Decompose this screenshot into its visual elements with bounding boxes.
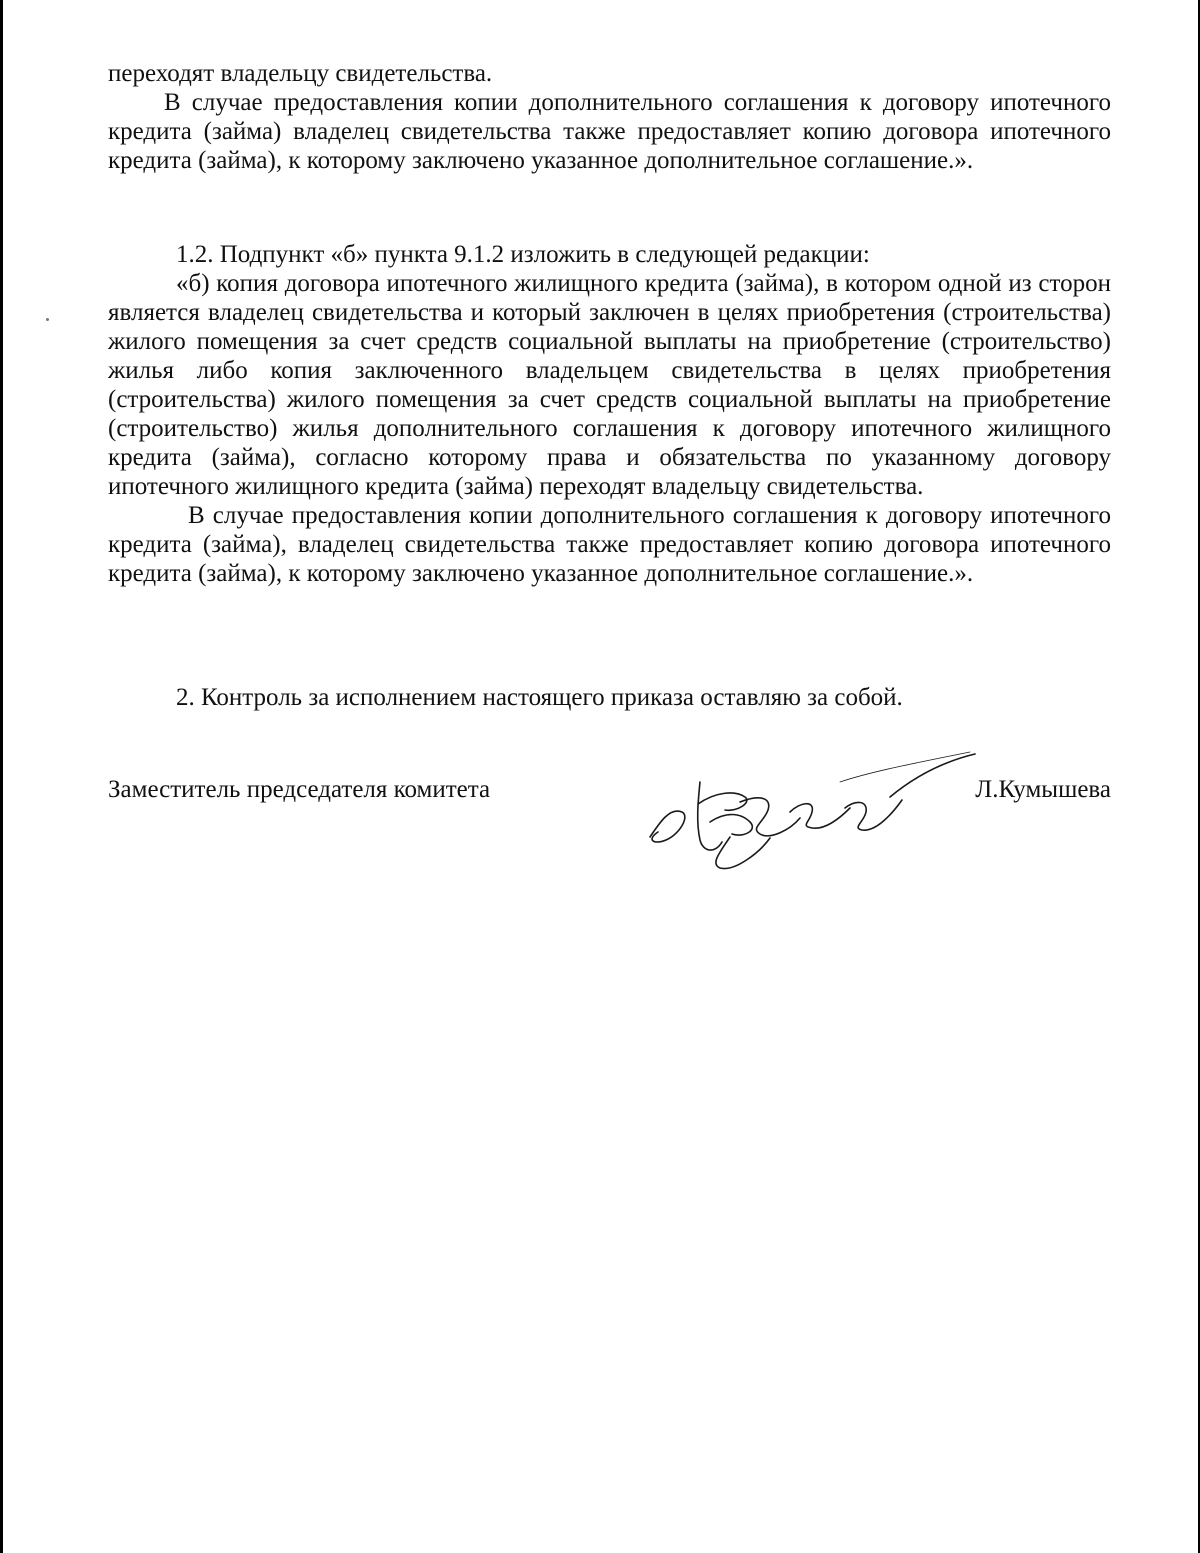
point-2-section (108, 683, 1111, 712)
handwritten-signature (640, 742, 980, 872)
point-1-2-heading: 1.2. Подпункт «б» пункта 9.1.2 изложить в следующей редакции: (176, 241, 870, 268)
point-1-2-text: «б) копия договора ипотечного жилищного кредита (займа), в котором одной из сторон является владелец свидетельства и который заключен в целях приобретения (строительства) жилого помещения за счет средств социальной выплаты на приобретение (строительство) жилья либо копия заключенного владельцем свидетельства в целях приобретения (строительства) жилого помещения за счет средств социальной выплаты на приобретение (строительство) жилья дополнительного соглашения к договору ипотечного жилищного кредита (займа), согласно которому права и обязательства по указанному договору ипотечного жилищного кредита (займа) переходят владельцу свидетельства. (108, 270, 1111, 500)
point-1-2-section (108, 240, 1111, 588)
point-1-2-case-paragraph: В случае предоставления копии дополнительного соглашения к договору ипотечного кредита (займа), владелец свидетельства также предоставляет копию договора ипотечного кредита (займа), к которому заключено указанное дополнительное соглашение.». (108, 502, 1111, 587)
point-2-text: 2. Контроль за исполнением настоящего приказа оставляю за собой. (176, 684, 903, 711)
continuation-section (108, 59, 1111, 175)
scan-border-left (0, 0, 3, 1553)
additional-agreement-paragraph: В случае предоставления копии дополнительного соглашения к договору ипотечного кредита (займа) владелец свидетельства также предоставляет копию договора ипотечного кредита (займа), к которому заключено указанное дополнительное соглашение.». (108, 89, 1111, 174)
continuation-line: переходят владельцу свидетельства. (108, 60, 493, 87)
signer-name: Л.Кумышева (975, 776, 1111, 803)
signer-position-title: Заместитель председателя комитета (108, 776, 491, 803)
scan-speck (46, 318, 49, 321)
